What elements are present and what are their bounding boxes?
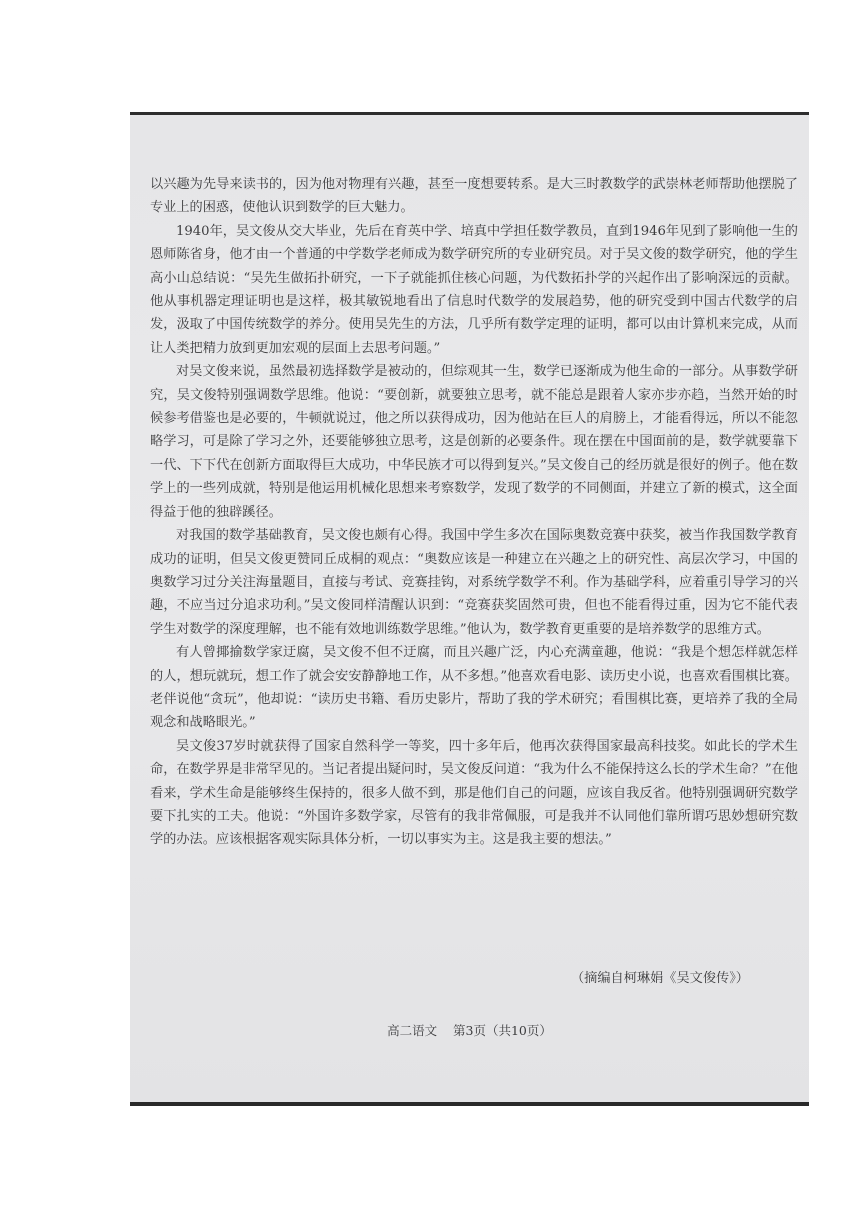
paragraph-2: 1940年，吴文俊从交大毕业，先后在育英中学、培真中学担任数学教员，直到1946年见到了影响他一生的恩师陈省身，他才由一个普通的中学数学老师成为数学研究所的专业研究员。对于吴文俊的数学研究，他的学生高小山总结说：“吴先生做拓扑研究，一下子就能抓住核心问题，为代数拓扑学的兴起作出了影响深远的贡献。他从事机器定理证明也是这样，极其敏锐地看出了信息时代数学的发展趋势，他的研究受到中国古代数学的启发，汲取了中国传统数学的养分。使用吴先生的方法，几乎所有数学定理的证明，都可以由计算机来完成，从而让人类把精力放到更加宏观的层面上去思考问题。” xyxy=(150,223,798,356)
source-citation: （摘编自柯琳娟《吴文俊传》） xyxy=(570,971,749,986)
article-body xyxy=(150,173,798,852)
paragraph-6: 吴文俊37岁时就获得了国家自然科学一等奖，四十多年后，他再次获得国家最高科技奖。如此长的学术生命，在数学界是非常罕见的。当记者提出疑问时，吴文俊反问道：“我为什么不能保持这么长的学术生命？”在他看来，学术生命是能够终生保持的，很多人做不到，那是他们自己的问题，应该自我反省。他特别强调研究数学要下扎实的工夫。他说：“外国许多数学家，尽管有的我非常佩服，可是我并不认同他们靠所谓巧思妙想研究数学的办法。应该根据客观实际具体分析，一切以事实为主。这是我主要的想法。” xyxy=(150,738,798,848)
paragraph-1: 以兴趣为先导来读书的，因为他对物理有兴趣，甚至一度想要转系。是大三时教数学的武崇林老师帮助他摆脱了专业上的困惑，使他认识到数学的巨大魅力。 xyxy=(150,177,798,216)
paragraph-5: 有人曾揶揄数学家迂腐，吴文俊不但不迂腐，而且兴趣广泛，内心充满童趣，他说：“我是个想怎样就怎样的人，想玩就玩，想工作了就会安安静静地工作，从不多想。”他喜欢看电影、读历史小说，也喜欢看围棋比赛。老伴说他“贪玩”，他却说：“读历史书籍、看历史影片，帮助了我的学术研究；看围棋比赛，更培养了我的全局观念和战略眼光。” xyxy=(150,645,798,731)
paragraph-3: 对吴文俊来说，虽然最初选择数学是被动的，但综观其一生，数学已逐渐成为他生命的一部分。从事数学研究，吴文俊特别强调数学思维。他说：“要创新，就要独立思考，就不能总是跟着人家亦步亦趋，当然开始的时候参考借鉴也是必要的，牛顿就说过，他之所以获得成功，因为他站在巨人的肩膀上，才能看得远，所以不能忽略学习，可是除了学习之外，还要能够独立思考，这是创新的必要条件。现在摆在中国面前的是，数学就要靠下一代、下下代在创新方面取得巨大成功，中华民族才可以得到复兴。”吴文俊自己的经历就是很好的例子。他在数学上的一些列成就，特别是他运用机械化思想来考察数学，发现了数学的不同侧面，并建立了新的模式，这全面得益于他的独辟蹊径。 xyxy=(150,364,798,520)
page-footer: 高二语文 第3页（共10页） xyxy=(387,1023,552,1038)
scanned-page xyxy=(130,112,809,1106)
paragraph-4: 对我国的数学基础教育，吴文俊也颇有心得。我国中学生多次在国际奥数竞赛中获奖，被当作我国数学教育成功的证明，但吴文俊更赞同丘成桐的观点：“奥数应该是一种建立在兴趣之上的研究性、高层次学习，中国的奥数学习过分关注海量题目，直接与考试、竞赛挂钩，对系统学数学不利。作为基础学科，应着重引导学习的兴趣，不应当过分追求功利。”吴文俊同样清醒认识到：“竞赛获奖固然可贵，但也不能看得过重，因为它不能代表学生对数学的深度理解，也不能有效地训练数学思维。”他认为，数学教育更重要的是培养数学的思维方式。 xyxy=(150,528,798,637)
